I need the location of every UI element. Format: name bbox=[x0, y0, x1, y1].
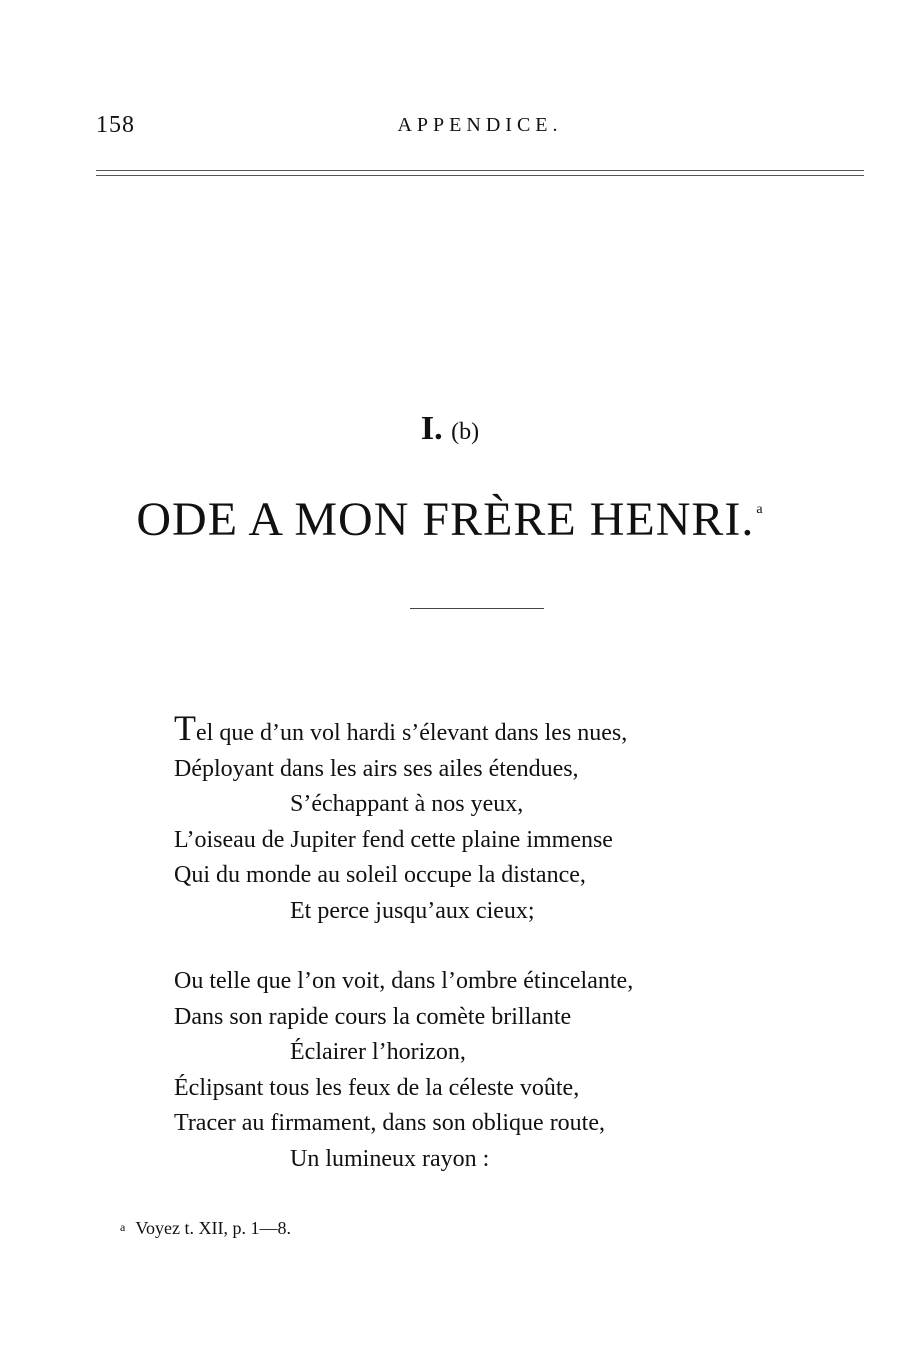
verse-line: Éclipsant tous les feux de la céleste voûte, bbox=[174, 1074, 580, 1101]
drop-cap: T bbox=[174, 708, 196, 748]
verse-line: Dans son rapide cours la comète brillante bbox=[174, 1003, 572, 1030]
running-head bbox=[96, 112, 864, 152]
verse-line-indented: S’échappant à nos yeux, bbox=[290, 791, 524, 817]
title-footnote-marker: a bbox=[756, 502, 764, 517]
verse-line-indented: Un lumineux rayon : bbox=[290, 1145, 490, 1172]
stanza-2 bbox=[174, 964, 814, 1177]
section-number bbox=[0, 410, 900, 448]
verse-line: L’oiseau de Jupiter fend cette plaine immense bbox=[174, 826, 613, 853]
footnote-marker: a bbox=[120, 1220, 126, 1234]
header-double-rule bbox=[96, 170, 864, 176]
verse-line: Qui du monde au soleil occupe la distance, bbox=[174, 862, 586, 888]
verse-line-indented: Éclairer l’horizon, bbox=[290, 1039, 466, 1065]
ode-title bbox=[0, 492, 900, 547]
verse-line-indented: Et perce jusqu’aux cieux; bbox=[290, 897, 535, 924]
verse-line: Ou telle que l’on voit, dans l’ombre étincelante, bbox=[174, 968, 634, 994]
section-numeral: I. bbox=[420, 410, 443, 447]
stanza-1 bbox=[174, 708, 814, 929]
page-number: 158 bbox=[96, 112, 135, 138]
verse-line-text: el que d’un vol hardi s’élevant dans les nues, bbox=[196, 720, 628, 746]
footnote bbox=[120, 1218, 291, 1239]
ode-title-text: ODE A MON FRÈRE HENRI. bbox=[136, 493, 755, 546]
verse-line bbox=[174, 708, 814, 752]
running-title: APPENDICE. bbox=[397, 114, 563, 136]
verse-line: Déployant dans les airs ses ailes étendues, bbox=[174, 755, 579, 782]
title-separator-rule bbox=[410, 608, 544, 609]
verse-line: Tracer au firmament, dans son oblique route, bbox=[174, 1110, 606, 1136]
footnote-text: Voyez t. XII, p. 1—8. bbox=[135, 1218, 291, 1238]
section-subletter: (b) bbox=[451, 419, 480, 445]
